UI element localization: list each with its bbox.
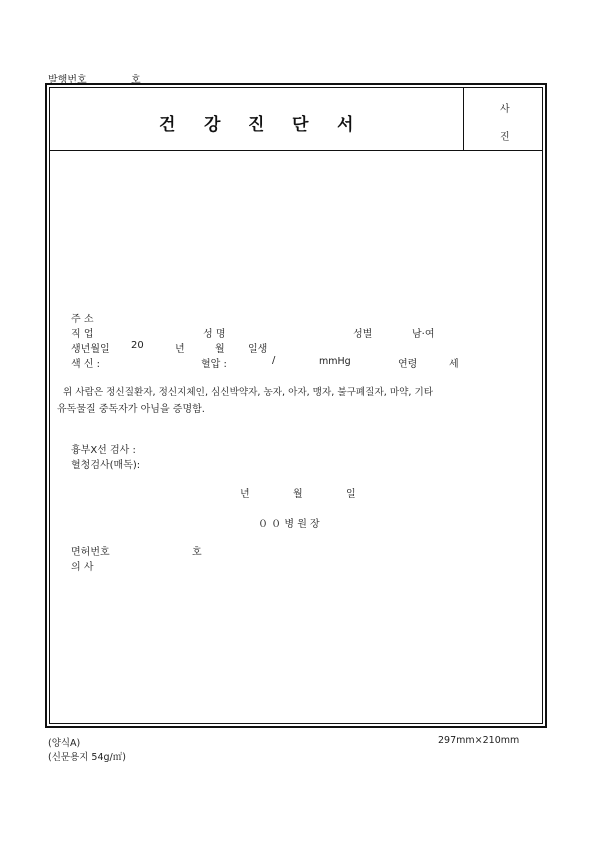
date-year-unit: 년	[240, 489, 250, 500]
title-char: 단	[292, 115, 309, 135]
issue-number-label: 발행번호	[48, 75, 87, 86]
issue-number-suffix: 호	[131, 75, 141, 86]
photo-box-divider	[463, 87, 464, 150]
address-label: 주 소	[71, 314, 94, 325]
color-vision-label: 색 신 :	[71, 359, 101, 370]
title-char: 진	[248, 115, 265, 135]
title-char: 강	[204, 115, 221, 135]
birth-month-unit: 월	[215, 344, 225, 355]
blood-pressure-label: 혈압 :	[201, 359, 227, 370]
blood-pressure-unit: mmHg	[319, 356, 351, 367]
date-month-unit: 월	[293, 489, 303, 500]
photo-label-bottom: 진	[500, 132, 510, 143]
age-label: 연령	[398, 359, 418, 370]
paper-size: 297mm×210mm	[438, 735, 520, 746]
paper-spec: (신문용지 54g/㎡)	[48, 752, 126, 763]
chest-xray-label: 흉부X선 검사 :	[71, 445, 136, 456]
hospital-director: ０ ０ 병 원 장	[258, 519, 320, 530]
title-char: 서	[337, 115, 354, 135]
license-number-suffix: 호	[192, 547, 202, 558]
serology-label: 혈청검사(매독):	[71, 460, 141, 471]
age-unit: 세	[449, 359, 459, 370]
birth-year-unit: 년	[175, 344, 185, 355]
statement-line-2: 유독물질 중독자가 아님을 증명함.	[57, 404, 205, 415]
license-number-label: 면허번호	[71, 547, 110, 558]
birth-label: 생년월일	[71, 344, 110, 355]
doctor-label: 의 사	[71, 562, 94, 573]
name-label: 성 명	[203, 329, 226, 340]
birth-year-prefix: 20	[131, 340, 144, 351]
title-divider	[49, 150, 543, 151]
birth-day-unit: 일생	[248, 344, 268, 355]
sex-label: 성별	[353, 329, 373, 340]
title-char: 건	[159, 115, 176, 135]
job-label: 직 업	[71, 329, 94, 340]
photo-label-top: 사	[500, 104, 510, 115]
form-type: (양식A)	[48, 738, 81, 749]
blood-pressure-slash: /	[272, 355, 276, 366]
date-day-unit: 일	[346, 489, 356, 500]
statement-line-1: 위 사람은 정신질환자, 정신지체인, 심신박약자, 농자, 아자, 맹자, 불구폐질자, 마약, 기타	[63, 387, 433, 398]
sex-value: 남·여	[412, 329, 435, 340]
